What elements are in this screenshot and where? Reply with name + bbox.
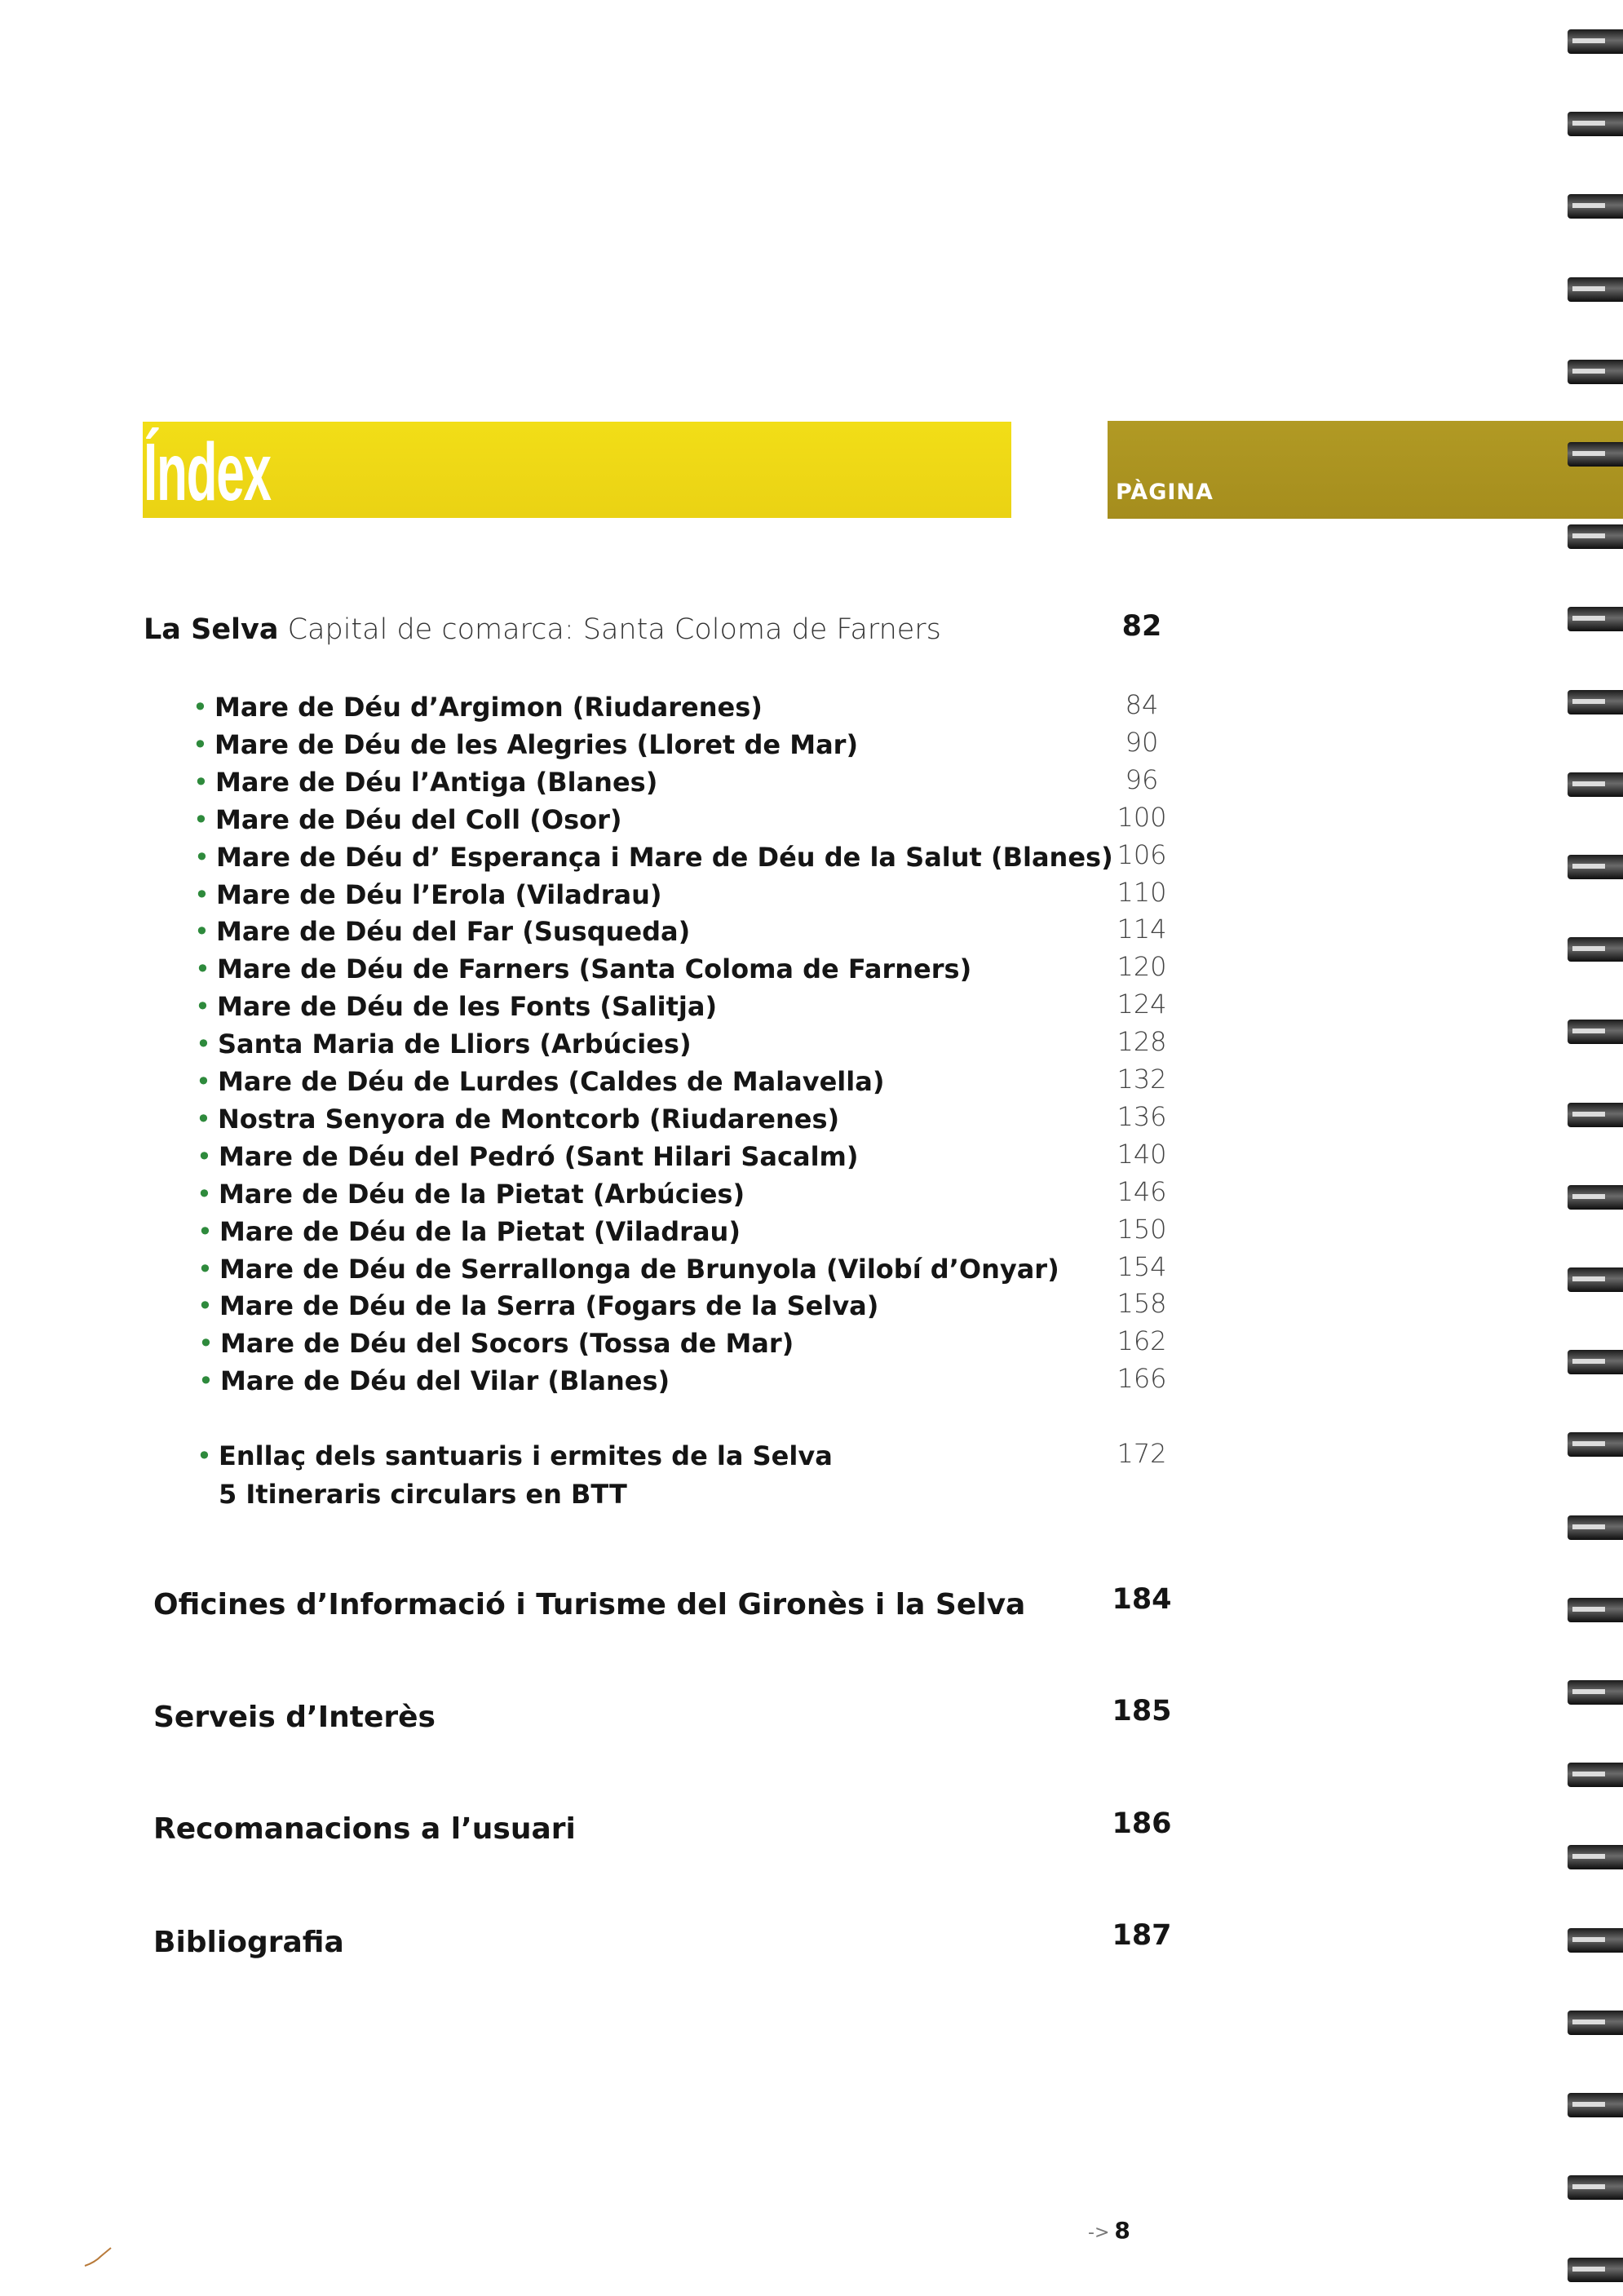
binding-ring bbox=[1568, 1515, 1623, 1540]
binding-ring bbox=[1568, 1350, 1623, 1374]
section-page-number: 187 bbox=[1112, 1919, 1172, 1952]
list-item-sublabel: 5 Itineraris circulars en BTT bbox=[219, 1479, 627, 1510]
list-item-page: 136 bbox=[1117, 1101, 1167, 1132]
list-item-label: Mare de Déu de les Alegries (Lloret de Mar) bbox=[214, 729, 859, 760]
binding-ring bbox=[1568, 2093, 1623, 2117]
list-item-label: Mare de Déu d’ Esperança i Mare de Déu de la Salut (Blanes) bbox=[216, 842, 1113, 873]
list-item-page: 84 bbox=[1125, 689, 1159, 720]
bullet-icon: • bbox=[196, 1066, 211, 1097]
list-item-page: 132 bbox=[1117, 1064, 1167, 1095]
list-item-label: Mare de Déu l’Antiga (Blanes) bbox=[215, 767, 658, 798]
list-item-label: Mare de Déu de Serrallonga de Brunyola (Vilobí d’Onyar) bbox=[219, 1254, 1059, 1285]
binding-ring bbox=[1568, 2175, 1623, 2200]
binding-ring bbox=[1568, 1432, 1623, 1457]
section-page-number: 82 bbox=[1121, 610, 1162, 643]
bullet-icon: • bbox=[195, 991, 210, 1022]
binding-ring bbox=[1568, 360, 1623, 384]
list-item-label: Mare de Déu del Vilar (Blanes) bbox=[220, 1365, 670, 1396]
bullet-icon: • bbox=[197, 1216, 213, 1247]
section-page-number: 185 bbox=[1112, 1695, 1172, 1728]
section-subtitle: Capital de comarca: Santa Coloma de Farners bbox=[278, 613, 941, 646]
list-item-label: Mare de Déu de la Pietat (Arbúcies) bbox=[219, 1179, 745, 1210]
list-item-page: 150 bbox=[1117, 1214, 1167, 1245]
binding-ring bbox=[1568, 1928, 1623, 1953]
bullet-icon: • bbox=[197, 1440, 212, 1471]
list-item-label: Mare de Déu del Socors (Tossa de Mar) bbox=[220, 1328, 794, 1359]
bullet-icon: • bbox=[198, 1365, 214, 1396]
list-item-label: Mare de Déu del Pedró (Sant Hilari Sacalm) bbox=[219, 1141, 859, 1172]
binding-ring bbox=[1568, 1845, 1623, 1869]
list-item-label: Mare de Déu de les Fonts (Salitja) bbox=[217, 991, 718, 1022]
arrow-icon: -> bbox=[1088, 2223, 1110, 2243]
bullet-icon: • bbox=[194, 842, 210, 873]
index-title-banner bbox=[143, 422, 1011, 518]
list-item-label: Nostra Senyora de Montcorb (Riudarenes) bbox=[218, 1104, 840, 1135]
section-heading-selva bbox=[144, 613, 941, 646]
bullet-icon: • bbox=[192, 729, 208, 760]
binding-ring bbox=[1568, 1267, 1623, 1292]
binding-ring bbox=[1568, 442, 1623, 467]
section-title: La Selva bbox=[144, 613, 279, 646]
list-item-page: 154 bbox=[1117, 1251, 1167, 1282]
section-heading-bibliografia: Bibliografia bbox=[153, 1926, 344, 1959]
binding-ring bbox=[1568, 772, 1623, 797]
section-page-number: 186 bbox=[1112, 1807, 1172, 1840]
list-item-label: Mare de Déu de la Serra (Fogars de la Selva) bbox=[219, 1290, 879, 1321]
bullet-icon: • bbox=[197, 1179, 212, 1210]
page-title: Índex bbox=[144, 427, 271, 518]
list-item-page: 172 bbox=[1117, 1438, 1167, 1469]
bullet-icon: • bbox=[193, 767, 209, 798]
list-item-page: 124 bbox=[1117, 989, 1167, 1020]
binding-ring bbox=[1568, 690, 1623, 714]
bullet-icon: • bbox=[195, 953, 210, 984]
binding-ring bbox=[1568, 2258, 1623, 2282]
list-item-page: 114 bbox=[1117, 914, 1167, 945]
section-heading-oficines: Oficines d’Informació i Turisme del Gironès i la Selva bbox=[153, 1588, 1026, 1621]
binding-ring bbox=[1568, 194, 1623, 219]
list-item-page: 106 bbox=[1117, 839, 1167, 870]
list-item-label: Mare de Déu de Farners (Santa Coloma de Farners) bbox=[217, 953, 972, 984]
list-item-label: Santa Maria de Lliors (Arbúcies) bbox=[218, 1029, 692, 1060]
list-item-page: 146 bbox=[1117, 1176, 1167, 1207]
bullet-icon: • bbox=[197, 1290, 213, 1321]
list-item-page: 90 bbox=[1125, 727, 1159, 758]
list-item-label: Mare de Déu l’Erola (Viladrau) bbox=[216, 879, 662, 910]
list-item-page: 128 bbox=[1117, 1026, 1167, 1057]
binding-ring bbox=[1568, 607, 1623, 631]
section-heading-recomanacions: Recomanacions a l’usuari bbox=[153, 1812, 576, 1846]
spiral-binding bbox=[1558, 0, 1623, 2296]
binding-ring bbox=[1568, 1598, 1623, 1622]
list-item-page: 140 bbox=[1117, 1139, 1167, 1170]
list-item-page: 162 bbox=[1117, 1325, 1167, 1356]
binding-ring bbox=[1568, 1020, 1623, 1044]
bullet-icon: • bbox=[192, 692, 208, 723]
bullet-icon: • bbox=[194, 916, 210, 947]
bullet-icon: • bbox=[196, 1104, 211, 1135]
binding-ring bbox=[1568, 1680, 1623, 1705]
list-item-label: Enllaç dels santuaris i ermites de la Selva bbox=[219, 1440, 833, 1471]
binding-ring bbox=[1568, 1185, 1623, 1210]
list-item-label: Mare de Déu de Lurdes (Caldes de Malavella) bbox=[218, 1066, 885, 1097]
list-item-label: Mare de Déu del Far (Susqueda) bbox=[216, 916, 691, 947]
list-item-label: Mare de Déu de la Pietat (Viladrau) bbox=[219, 1216, 741, 1247]
list-item-page: 110 bbox=[1117, 877, 1167, 908]
bullet-icon: • bbox=[193, 804, 209, 835]
binding-ring bbox=[1568, 937, 1623, 962]
bullet-icon: • bbox=[197, 1254, 213, 1285]
page-number-footer bbox=[1088, 2217, 1130, 2244]
bullet-icon: • bbox=[196, 1029, 211, 1060]
pencil-mark-icon bbox=[83, 2245, 116, 2269]
binding-ring bbox=[1568, 277, 1623, 302]
list-item-page: 120 bbox=[1117, 951, 1167, 982]
bullet-icon: • bbox=[197, 1141, 212, 1172]
binding-ring bbox=[1568, 2011, 1623, 2035]
list-item-page: 96 bbox=[1125, 764, 1159, 795]
binding-ring bbox=[1568, 1763, 1623, 1787]
list-item-page: 100 bbox=[1117, 802, 1167, 833]
section-page-number: 184 bbox=[1112, 1583, 1172, 1616]
list-item-page: 166 bbox=[1117, 1363, 1167, 1394]
binding-ring bbox=[1568, 29, 1623, 54]
list-item-page: 158 bbox=[1117, 1288, 1167, 1319]
section-heading-serveis: Serveis d’Interès bbox=[153, 1701, 436, 1734]
bullet-icon: • bbox=[194, 879, 210, 910]
bullet-icon: • bbox=[198, 1328, 214, 1359]
binding-ring bbox=[1568, 1103, 1623, 1127]
binding-ring bbox=[1568, 855, 1623, 879]
binding-ring bbox=[1568, 112, 1623, 136]
folio-number: 8 bbox=[1114, 2217, 1130, 2244]
page-column-label: PÀGINA bbox=[1116, 480, 1214, 505]
list-item-label: Mare de Déu d’Argimon (Riudarenes) bbox=[214, 692, 763, 723]
binding-ring bbox=[1568, 524, 1623, 549]
list-item-label: Mare de Déu del Coll (Osor) bbox=[215, 804, 622, 835]
